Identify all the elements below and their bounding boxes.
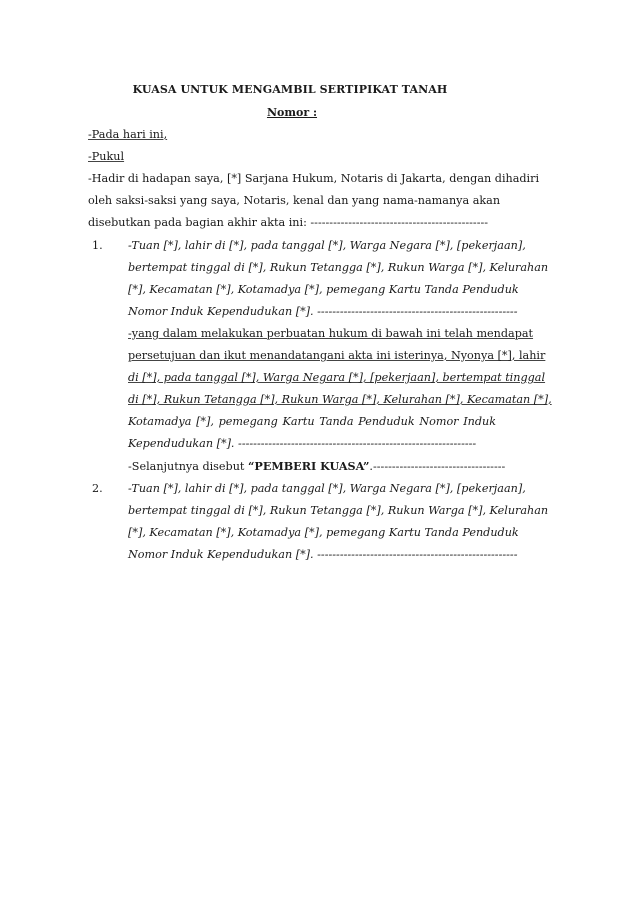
item-1-line-10: Kependudukan [*]. --------------------------------------------------------------- xyxy=(128,437,477,450)
item-1-line-4: Nomor Induk Kependudukan [*]. ----------------------------------------------------- xyxy=(128,305,518,318)
item-1-line-5: -yang dalam melakukan perbuatan hukum di bawah ini telah mendapat xyxy=(128,327,534,340)
item-2-line-2: bertempat tinggal di [*], Rukun Tetangga [*], Rukun Warga [*], Kelurahan xyxy=(128,504,549,517)
selanjutnya-dashes: .----------------------------------- xyxy=(369,460,506,473)
selanjutnya-text: -Selanjutnya disebut xyxy=(128,460,248,473)
item-1-line-3: [*], Kecamatan [*], Kotamadya [*], pemegang Kartu Tanda Penduduk xyxy=(128,283,519,296)
hadir-line-1: -Hadir di hadapan saya, [*] Sarjana Hukum, Notaris di Jakarta, dengan dihadiri xyxy=(88,172,540,185)
item-1-line-6: persetujuan dan ikut menandatangani akta ini isterinya, Nyonya [*], lahir xyxy=(128,349,546,362)
item-1-number: 1. xyxy=(92,239,103,252)
pemberi-kuasa-label: “PEMBERI KUASA” xyxy=(247,459,370,473)
hadir-line-3: disebutkan pada bagian akhir akta ini: ----------------------------------------------- xyxy=(88,216,489,229)
item-2-line-3: [*], Kecamatan [*], Kotamadya [*], pemegang Kartu Tanda Penduduk xyxy=(128,526,519,539)
item-1-line-11 xyxy=(128,459,506,473)
document-title: KUASA UNTUK MENGAMBIL SERTIPIKAT TANAH xyxy=(132,83,448,96)
item-1-line-1: -Tuan [*], lahir di [*], pada tanggal [*], Warga Negara [*], [pekerjaan], xyxy=(128,239,526,252)
item-1-line-8: di [*], Rukun Tetangga [*], Rukun Warga [*], Kelurahan [*], Kecamatan [*], xyxy=(128,393,552,406)
pukul-line: -Pukul xyxy=(88,150,125,163)
item-2-line-1: -Tuan [*], lahir di [*], pada tanggal [*], Warga Negara [*], [pekerjaan], xyxy=(128,482,526,495)
item-1-line-9: Kotamadya [*], pemegang Kartu Tanda Penduduk Nomor Induk xyxy=(128,415,496,428)
document-number-label: Nomor : xyxy=(266,106,318,119)
item-1-line-2: bertempat tinggal di [*], Rukun Tetangga [*], Rukun Warga [*], Kelurahan xyxy=(128,261,549,274)
hadir-line-2: oleh saksi-saksi yang saya, Notaris, kenal dan yang nama-namanya akan xyxy=(88,194,501,207)
item-2-line-4: Nomor Induk Kependudukan [*]. ----------------------------------------------------- xyxy=(128,548,518,561)
item-1-line-7: di [*], pada tanggal [*], Warga Negara [*], [pekerjaan], bertempat tinggal xyxy=(128,371,546,384)
pada-hari-line: -Pada hari ini, xyxy=(88,128,168,141)
item-2-number: 2. xyxy=(92,482,103,495)
